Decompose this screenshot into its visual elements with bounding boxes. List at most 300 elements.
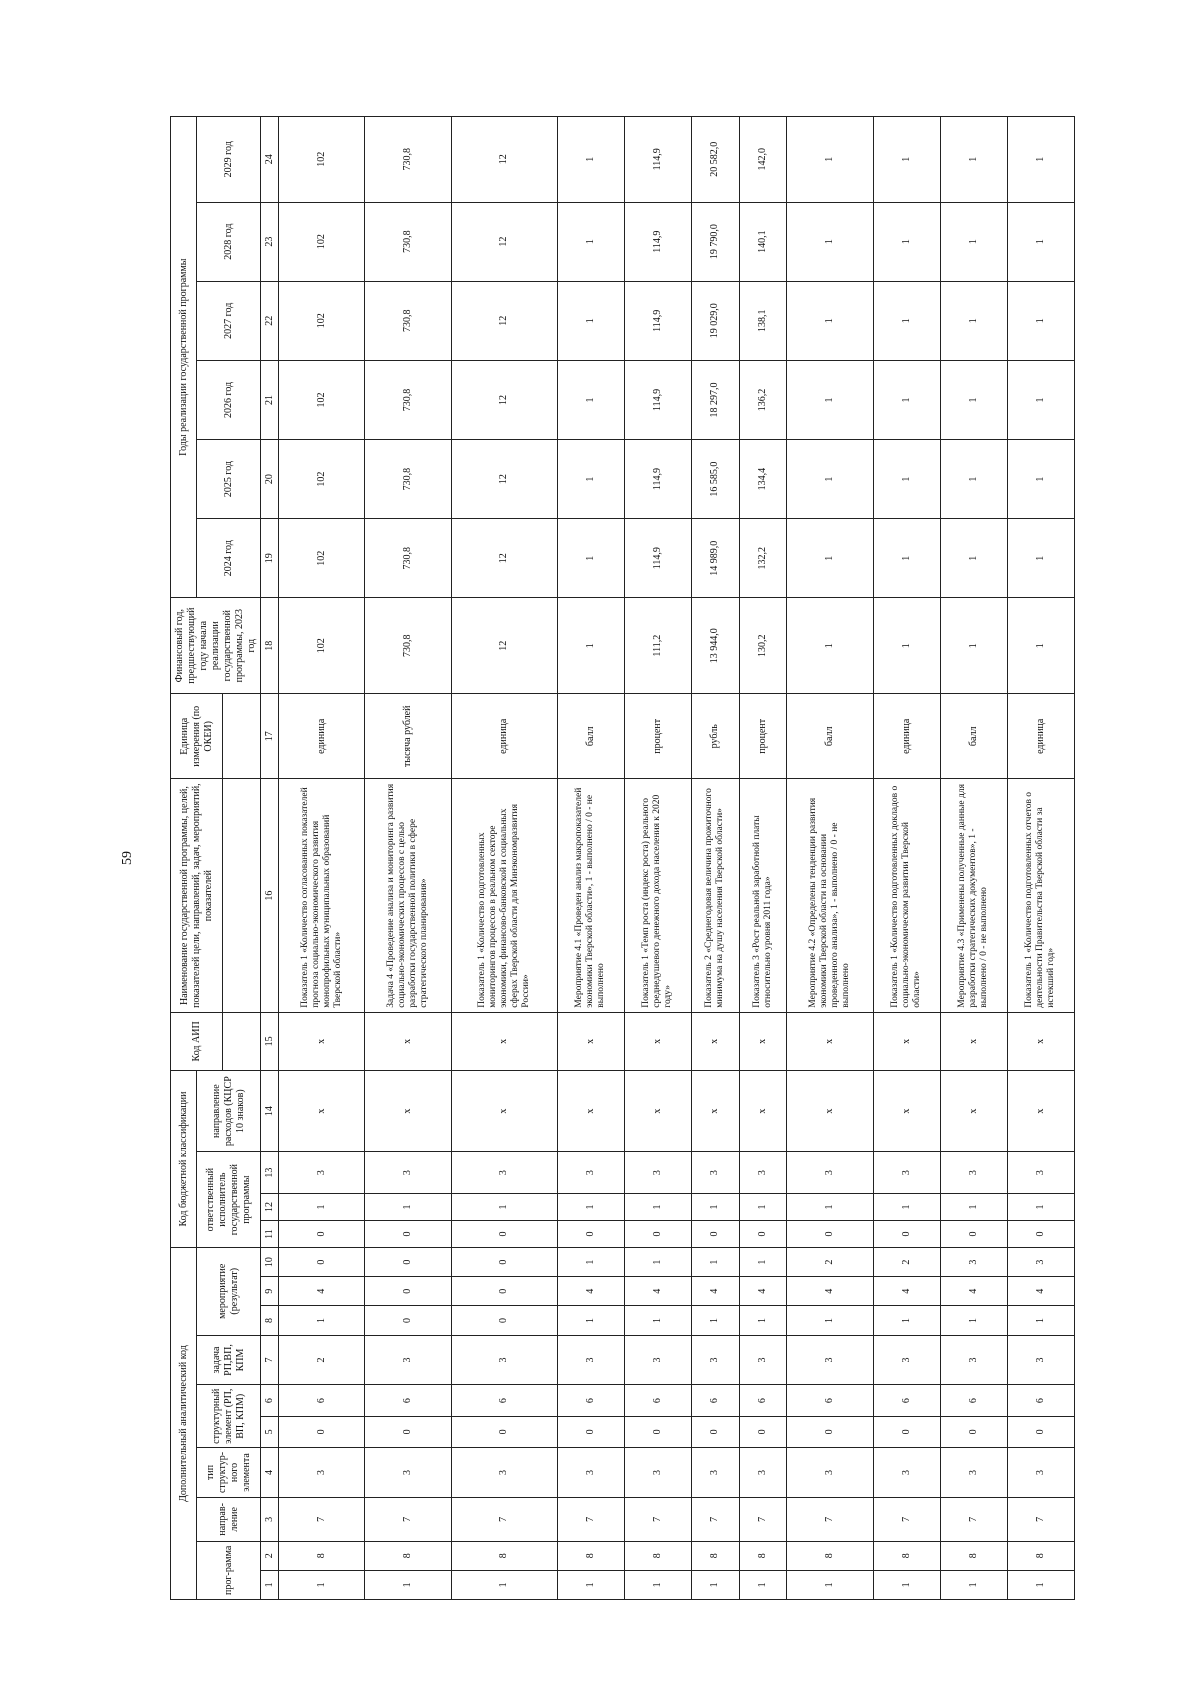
code-cell: 6: [557, 1385, 624, 1416]
header-years-group: Годы реализации государственной программы: [171, 117, 197, 598]
code-cell: 3: [787, 1335, 873, 1385]
value-cell: 1: [787, 281, 873, 360]
unit-cell: единица: [1007, 694, 1074, 779]
table-row: [557, 117, 624, 1600]
code-cell: 4: [940, 1277, 1007, 1306]
code-cell: 7: [624, 1497, 691, 1541]
indicator-name: Показатель 1 «Количество подготовленных отчетов о деятельности Правительства Тверской области за истекший год»: [1007, 779, 1074, 1012]
code-cell: 7: [557, 1497, 624, 1541]
code-cell: 4: [739, 1277, 787, 1306]
code-cell: 3: [557, 1447, 624, 1497]
value-cell: 114,9: [624, 440, 691, 519]
value-cell: 1: [557, 519, 624, 598]
code-cell: 1: [940, 1306, 1007, 1335]
unit-cell: единица: [451, 694, 557, 779]
code-cell: 3: [691, 1152, 739, 1194]
code-cell: 3: [787, 1152, 873, 1194]
code-cell: 3: [557, 1335, 624, 1385]
value-cell: 12: [451, 117, 557, 203]
code-cell: 1: [1007, 1306, 1074, 1335]
code-cell: 3: [365, 1152, 451, 1194]
value-cell: 1: [1007, 519, 1074, 598]
value-cell: 1: [873, 519, 940, 598]
table-row: [1007, 117, 1074, 1600]
header-program: прог-рамма: [197, 1541, 261, 1599]
value-cell: 1: [940, 440, 1007, 519]
code-cell: 0: [365, 1416, 451, 1447]
code-cell: 8: [279, 1541, 365, 1570]
code-cell: 8: [624, 1541, 691, 1570]
column-number: 1: [261, 1570, 279, 1599]
header-base-year: Финансовый год, предшествующий году начала реализации государственной программы, 2023 год: [171, 598, 261, 694]
code-cell: 7: [787, 1497, 873, 1541]
code-cell: 6: [940, 1385, 1007, 1416]
value-cell: 730,8: [365, 519, 451, 598]
column-number: 16: [261, 779, 279, 1012]
value-cell: 1: [557, 440, 624, 519]
indicator-name: Показатель 1 «Темп роста (индекс роста) реального среднедушевого денежного дохода населения к 2020 году»: [624, 779, 691, 1012]
value-cell: 130,2: [739, 598, 787, 694]
code-cell: 0: [365, 1277, 451, 1306]
unit-cell: балл: [557, 694, 624, 779]
code-cell: 0: [1007, 1220, 1074, 1247]
code-cell: х: [1007, 1012, 1074, 1070]
header-year-2024: 2024 год: [197, 519, 261, 598]
value-cell: 114,9: [624, 519, 691, 598]
code-cell: 8: [873, 1541, 940, 1570]
code-cell: 1: [739, 1306, 787, 1335]
header-direction: направ-ление: [197, 1497, 261, 1541]
code-cell: 3: [624, 1335, 691, 1385]
value-cell: 18 297,0: [691, 360, 739, 439]
code-cell: х: [739, 1012, 787, 1070]
value-cell: 13 944,0: [691, 598, 739, 694]
code-cell: 0: [279, 1220, 365, 1247]
value-cell: 1: [873, 440, 940, 519]
value-cell: 114,9: [624, 117, 691, 203]
value-cell: 1: [787, 202, 873, 281]
code-cell: 4: [279, 1277, 365, 1306]
column-number: 10: [261, 1248, 279, 1277]
indicator-name: Показатель 2 «Среднегодовая величина прожиточного минимума на душу населения Тверской области»: [691, 779, 739, 1012]
column-number: 24: [261, 117, 279, 203]
code-cell: 1: [691, 1306, 739, 1335]
code-cell: х: [691, 1012, 739, 1070]
value-cell: 114,9: [624, 281, 691, 360]
code-cell: 1: [787, 1570, 873, 1599]
code-cell: 3: [451, 1335, 557, 1385]
code-cell: 3: [691, 1447, 739, 1497]
code-cell: 0: [739, 1220, 787, 1247]
code-cell: 2: [873, 1248, 940, 1277]
code-cell: 1: [624, 1306, 691, 1335]
value-cell: 12: [451, 440, 557, 519]
code-cell: 3: [787, 1447, 873, 1497]
code-cell: х: [279, 1071, 365, 1152]
code-cell: 1: [940, 1193, 1007, 1220]
table-row: [451, 117, 557, 1600]
value-cell: 1: [940, 202, 1007, 281]
code-cell: 0: [557, 1416, 624, 1447]
value-cell: 114,9: [624, 202, 691, 281]
code-cell: 1: [557, 1570, 624, 1599]
column-number: 14: [261, 1071, 279, 1152]
code-cell: х: [940, 1012, 1007, 1070]
value-cell: 1: [940, 519, 1007, 598]
program-indicators-table: [170, 116, 1075, 1600]
code-cell: х: [451, 1012, 557, 1070]
column-number: 2: [261, 1541, 279, 1570]
code-cell: 3: [940, 1248, 1007, 1277]
header-year-2025: 2025 год: [197, 440, 261, 519]
value-cell: 102: [279, 440, 365, 519]
code-cell: х: [451, 1071, 557, 1152]
code-cell: 1: [1007, 1570, 1074, 1599]
code-cell: х: [557, 1071, 624, 1152]
code-cell: 1: [739, 1193, 787, 1220]
unit-cell: процент: [739, 694, 787, 779]
code-cell: 3: [279, 1152, 365, 1194]
value-cell: 1: [1007, 360, 1074, 439]
indicator-name: Мероприятие 4.1 «Проведен анализ макропоказателей экономики Тверской области», 1 - выполнено / 0 - не выполнено: [557, 779, 624, 1012]
code-cell: 8: [940, 1541, 1007, 1570]
code-cell: 1: [873, 1570, 940, 1599]
table-row: [691, 117, 739, 1600]
value-cell: 730,8: [365, 360, 451, 439]
code-cell: 1: [624, 1193, 691, 1220]
code-cell: 0: [691, 1220, 739, 1247]
code-cell: 3: [557, 1152, 624, 1194]
code-cell: 8: [787, 1541, 873, 1570]
indicator-name: Показатель 3 «Рост реальной заработной платы относительно уровня 2011 года»: [739, 779, 787, 1012]
code-cell: 1: [940, 1570, 1007, 1599]
indicator-name: Задача 4 «Проведение анализа и мониторинга развития социально-экономических процессов с целью разработки государственной политики в сфере стратегического планирования»: [365, 779, 451, 1012]
code-cell: 7: [873, 1497, 940, 1541]
code-cell: х: [787, 1071, 873, 1152]
value-cell: 1: [787, 117, 873, 203]
table-row: [873, 117, 940, 1600]
value-cell: 102: [279, 281, 365, 360]
header-budget-code: Код бюджетной классификации: [171, 1071, 197, 1248]
code-cell: 6: [624, 1385, 691, 1416]
column-number: 7: [261, 1335, 279, 1385]
code-cell: х: [787, 1012, 873, 1070]
header-year-2027: 2027 год: [197, 281, 261, 360]
code-cell: 1: [691, 1193, 739, 1220]
code-cell: х: [691, 1071, 739, 1152]
value-cell: 1: [557, 360, 624, 439]
header-task: задача РП,ВП, КПМ: [197, 1335, 261, 1385]
value-cell: 1: [873, 117, 940, 203]
code-cell: 7: [279, 1497, 365, 1541]
code-cell: 3: [1007, 1447, 1074, 1497]
code-cell: 0: [279, 1248, 365, 1277]
table-row: [787, 117, 873, 1600]
column-number: 4: [261, 1447, 279, 1497]
code-cell: 0: [940, 1220, 1007, 1247]
header-name: Наименование государственной программы, целей, показателей цели, направлений, задач, мероприятий, показателей: [171, 779, 223, 1012]
code-cell: 1: [557, 1193, 624, 1220]
code-cell: 7: [365, 1497, 451, 1541]
code-cell: 8: [739, 1541, 787, 1570]
code-cell: 3: [451, 1152, 557, 1194]
value-cell: 16 585,0: [691, 440, 739, 519]
code-cell: 1: [279, 1306, 365, 1335]
code-cell: 6: [873, 1385, 940, 1416]
code-cell: 0: [624, 1416, 691, 1447]
header-struct-element: структурный элемент (РП, ВП, КПМ): [197, 1385, 261, 1447]
code-cell: 1: [451, 1570, 557, 1599]
column-number: 9: [261, 1277, 279, 1306]
code-cell: 8: [557, 1541, 624, 1570]
page-number: 59: [120, 851, 135, 865]
header-year-2028: 2028 год: [197, 202, 261, 281]
code-cell: 8: [365, 1541, 451, 1570]
code-cell: 6: [365, 1385, 451, 1416]
code-cell: 7: [940, 1497, 1007, 1541]
column-number: 19: [261, 519, 279, 598]
header-year-2026: 2026 год: [197, 360, 261, 439]
code-cell: 0: [451, 1220, 557, 1247]
indicator-name: Мероприятие 4.2 «Определены тенденции развития экономики Тверской области на основании проведенного анализа», 1 - выполнено / 0 - не выполнено: [787, 779, 873, 1012]
header-aip-empty: [223, 1012, 261, 1070]
code-cell: 3: [1007, 1152, 1074, 1194]
value-cell: 102: [279, 202, 365, 281]
indicator-name: Показатель 1 «Количество подготовленных докладов о социально-экономическом развитии Тверской области»: [873, 779, 940, 1012]
unit-cell: тысяча рублей: [365, 694, 451, 779]
code-cell: 1: [557, 1248, 624, 1277]
code-cell: 3: [940, 1447, 1007, 1497]
value-cell: 730,8: [365, 117, 451, 203]
value-cell: 132,2: [739, 519, 787, 598]
value-cell: 19 029,0: [691, 281, 739, 360]
column-number: 18: [261, 598, 279, 694]
value-cell: 142,0: [739, 117, 787, 203]
value-cell: 730,8: [365, 598, 451, 694]
table-row: [624, 117, 691, 1600]
value-cell: 12: [451, 360, 557, 439]
value-cell: 111,2: [624, 598, 691, 694]
column-number: 12: [261, 1193, 279, 1220]
header-executor: ответственный исполнитель государственной программы: [197, 1152, 261, 1248]
code-cell: 1: [365, 1570, 451, 1599]
code-cell: х: [873, 1071, 940, 1152]
code-cell: 1: [279, 1193, 365, 1220]
code-cell: 0: [873, 1416, 940, 1447]
value-cell: 12: [451, 281, 557, 360]
code-cell: 4: [557, 1277, 624, 1306]
code-cell: 4: [873, 1277, 940, 1306]
code-cell: 0: [451, 1416, 557, 1447]
value-cell: 1: [873, 360, 940, 439]
unit-cell: процент: [624, 694, 691, 779]
value-cell: 20 582,0: [691, 117, 739, 203]
code-cell: 0: [451, 1248, 557, 1277]
column-number: 17: [261, 694, 279, 779]
value-cell: 14 989,0: [691, 519, 739, 598]
column-number: 21: [261, 360, 279, 439]
code-cell: 7: [739, 1497, 787, 1541]
value-cell: 1: [1007, 598, 1074, 694]
value-cell: 114,9: [624, 360, 691, 439]
value-cell: 12: [451, 598, 557, 694]
value-cell: 1: [787, 360, 873, 439]
code-cell: 3: [1007, 1335, 1074, 1385]
table-row: [365, 117, 451, 1600]
code-cell: 3: [940, 1152, 1007, 1194]
value-cell: 1: [557, 202, 624, 281]
code-cell: 3: [365, 1335, 451, 1385]
code-cell: 3: [691, 1335, 739, 1385]
code-cell: х: [557, 1012, 624, 1070]
code-cell: 1: [873, 1306, 940, 1335]
value-cell: 1: [787, 440, 873, 519]
value-cell: 1: [940, 360, 1007, 439]
indicator-name: Показатель 1 «Количество согласованных показателей прогноза социально-экономического развития монопрофильных муниципальных образований Тверской области»: [279, 779, 365, 1012]
code-cell: 1: [365, 1193, 451, 1220]
code-cell: х: [940, 1071, 1007, 1152]
header-year-2029: 2029 год: [197, 117, 261, 203]
code-cell: 3: [1007, 1248, 1074, 1277]
code-cell: х: [365, 1012, 451, 1070]
code-cell: 7: [451, 1497, 557, 1541]
header-struct-type: тип структур-ного элемента: [197, 1447, 261, 1497]
column-number: 22: [261, 281, 279, 360]
value-cell: 102: [279, 360, 365, 439]
column-number: 20: [261, 440, 279, 519]
header-analytic-code: Дополнительный аналитический код: [171, 1248, 197, 1600]
code-cell: 7: [1007, 1497, 1074, 1541]
code-cell: 0: [451, 1277, 557, 1306]
code-cell: 0: [279, 1416, 365, 1447]
value-cell: 1: [940, 598, 1007, 694]
code-cell: х: [624, 1071, 691, 1152]
column-number: 13: [261, 1152, 279, 1194]
code-cell: 1: [739, 1248, 787, 1277]
header-aip-code: Код АИП: [171, 1012, 223, 1070]
indicator-name: Показатель 1 «Количество подготовленных мониторингов процессов в реальном секторе экономики, финансово-банковской и социальных сферах Тверской области для Минэкономразвития России»: [451, 779, 557, 1012]
column-number-row: [261, 117, 279, 1600]
column-number: 15: [261, 1012, 279, 1070]
value-cell: 1: [1007, 202, 1074, 281]
value-cell: 140,1: [739, 202, 787, 281]
code-cell: х: [624, 1012, 691, 1070]
table-row: [279, 117, 365, 1600]
code-cell: х: [873, 1012, 940, 1070]
code-cell: 7: [691, 1497, 739, 1541]
code-cell: 3: [873, 1447, 940, 1497]
column-number: 3: [261, 1497, 279, 1541]
code-cell: 3: [451, 1447, 557, 1497]
value-cell: 1: [557, 117, 624, 203]
code-cell: 3: [624, 1152, 691, 1194]
code-cell: 6: [451, 1385, 557, 1416]
code-cell: 6: [1007, 1385, 1074, 1416]
code-cell: 1: [279, 1570, 365, 1599]
code-cell: 1: [624, 1248, 691, 1277]
code-cell: 0: [787, 1220, 873, 1247]
code-cell: 3: [739, 1335, 787, 1385]
code-cell: 6: [691, 1385, 739, 1416]
value-cell: 1: [1007, 440, 1074, 519]
code-cell: 0: [365, 1220, 451, 1247]
code-cell: 1: [624, 1570, 691, 1599]
value-cell: 12: [451, 202, 557, 281]
header-unit-empty: [223, 694, 261, 779]
code-cell: 3: [365, 1447, 451, 1497]
value-cell: 1: [557, 281, 624, 360]
column-number: 11: [261, 1220, 279, 1247]
code-cell: 3: [279, 1447, 365, 1497]
value-cell: 730,8: [365, 202, 451, 281]
code-cell: 0: [940, 1416, 1007, 1447]
code-cell: 0: [787, 1416, 873, 1447]
value-cell: 730,8: [365, 281, 451, 360]
code-cell: 0: [873, 1220, 940, 1247]
code-cell: 0: [1007, 1416, 1074, 1447]
value-cell: 138,1: [739, 281, 787, 360]
unit-cell: единица: [279, 694, 365, 779]
value-cell: 136,2: [739, 360, 787, 439]
code-cell: 3: [739, 1447, 787, 1497]
header-unit: Единица измерения (по ОКЕИ): [171, 694, 223, 779]
code-cell: 3: [624, 1447, 691, 1497]
code-cell: 4: [691, 1277, 739, 1306]
value-cell: 1: [787, 598, 873, 694]
unit-cell: балл: [940, 694, 1007, 779]
value-cell: 19 790,0: [691, 202, 739, 281]
value-cell: 1: [940, 281, 1007, 360]
rotated-table-container: [170, 116, 1075, 1600]
table-body: [261, 117, 1075, 1600]
code-cell: 0: [624, 1220, 691, 1247]
code-cell: 2: [279, 1335, 365, 1385]
header-event: мероприятие (результат): [197, 1248, 261, 1335]
value-cell: 1: [1007, 117, 1074, 203]
code-cell: 1: [557, 1306, 624, 1335]
code-cell: 8: [1007, 1541, 1074, 1570]
value-cell: 1: [557, 598, 624, 694]
code-cell: 1: [1007, 1193, 1074, 1220]
code-cell: 0: [691, 1416, 739, 1447]
code-cell: 1: [691, 1248, 739, 1277]
code-cell: 2: [787, 1248, 873, 1277]
code-cell: 6: [279, 1385, 365, 1416]
code-cell: 6: [787, 1385, 873, 1416]
unit-cell: рубль: [691, 694, 739, 779]
code-cell: 3: [940, 1335, 1007, 1385]
code-cell: 1: [451, 1193, 557, 1220]
value-cell: 102: [279, 598, 365, 694]
value-cell: 1: [940, 117, 1007, 203]
code-cell: 1: [787, 1306, 873, 1335]
code-cell: 6: [739, 1385, 787, 1416]
code-cell: х: [1007, 1071, 1074, 1152]
table-row: [739, 117, 787, 1600]
indicator-name: Мероприятие 4.3 «Применены полученные данные для разработки стратегических документов», 1 - выполнено / 0 - не выполнено: [940, 779, 1007, 1012]
code-cell: 8: [691, 1541, 739, 1570]
unit-cell: балл: [787, 694, 873, 779]
code-cell: 1: [691, 1570, 739, 1599]
code-cell: 4: [787, 1277, 873, 1306]
value-cell: 12: [451, 519, 557, 598]
value-cell: 730,8: [365, 440, 451, 519]
code-cell: 3: [739, 1152, 787, 1194]
code-cell: 3: [873, 1335, 940, 1385]
code-cell: 1: [873, 1193, 940, 1220]
code-cell: 3: [873, 1152, 940, 1194]
value-cell: 1: [787, 519, 873, 598]
